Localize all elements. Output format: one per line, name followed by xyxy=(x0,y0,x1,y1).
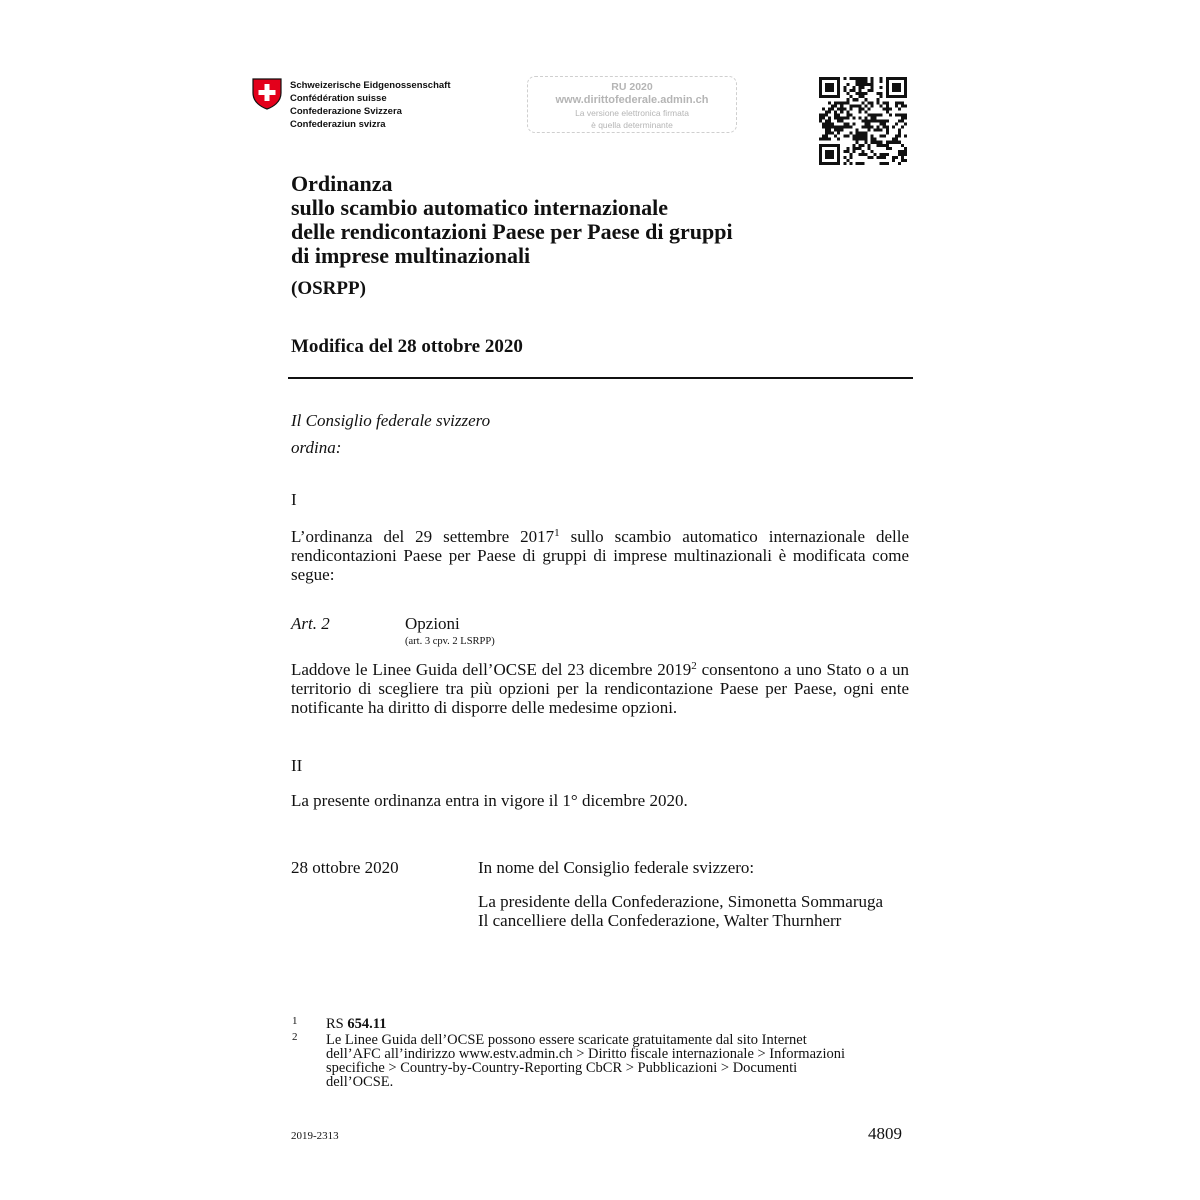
footnote-2 xyxy=(326,1033,916,1089)
section2-paragraph: La presente ordinanza entra in vigore il 1° dicembre 2020. xyxy=(291,791,688,810)
article-paragraph xyxy=(291,660,909,717)
footnote-1 xyxy=(326,1017,916,1031)
document-title xyxy=(291,172,733,268)
signature-president: La presidente della Confederazione, Simonetta Sommaruga xyxy=(478,892,884,911)
confederation-names xyxy=(290,79,451,131)
article-number: Art. 2 xyxy=(291,614,330,633)
section1-text-start: L’ordinanza del 29 settembre 2017 xyxy=(291,527,555,546)
confed-name-it: Confederazione Svizzera xyxy=(290,106,402,117)
footnote-2-line: dell’AFC all’indirizzo www.estv.admin.ch > Diritto fiscale internazionale > Informazioni xyxy=(326,1046,845,1062)
article-text-end: consentono a uno Stato o a un territorio di scegliere tra più opzioni per la rendicontazione Paese per Paese, ogni ente notificante ha diritto di disporre delle medesime opzioni. xyxy=(291,660,909,717)
title-divider xyxy=(288,377,913,379)
confed-name-rm: Confederaziun svizra xyxy=(290,119,386,130)
stamp-ru-number: RU 2020 xyxy=(611,81,653,93)
footnote-ref-1[interactable]: 1 xyxy=(554,527,560,539)
amendment-date-heading: Modifica del 28 ottobre 2020 xyxy=(291,336,523,357)
footnote-2-line: specifiche > Country-by-Country-Reporting CbCR > Pubblicazioni > Documenti xyxy=(326,1060,798,1076)
signature-date: 28 ottobre 2020 xyxy=(291,858,399,877)
preamble-ordains: ordina: xyxy=(291,438,342,457)
title-line: di imprese multinazionali xyxy=(291,243,531,268)
title-line: sullo scambio automatico internazionale xyxy=(291,195,669,220)
page-number: 4809 xyxy=(868,1124,902,1143)
footnote-number-1: 1 xyxy=(292,1015,298,1027)
stamp-note-1: La versione elettronica firmata xyxy=(575,108,689,118)
official-publication-stamp xyxy=(527,76,737,133)
preamble xyxy=(291,407,490,461)
title-abbreviation: (OSRPP) xyxy=(291,278,366,299)
title-line: Ordinanza xyxy=(291,171,393,196)
section-numeral-2: II xyxy=(291,756,303,775)
stamp-url[interactable]: www.dirittofederale.admin.ch xyxy=(555,94,709,106)
section1-paragraph xyxy=(291,527,909,584)
footnote-number-2: 2 xyxy=(292,1031,298,1043)
preamble-authority: Il Consiglio federale svizzero xyxy=(291,411,491,430)
confed-name-fr: Confédération suisse xyxy=(290,93,387,104)
article-title: Opzioni xyxy=(405,614,460,633)
footnote-2-line: Le Linee Guida dell’OCSE possono essere scaricate gratuitamente dal sito Internet xyxy=(326,1032,807,1048)
swiss-cross-shield-icon xyxy=(252,78,282,110)
document-id: 2019-2313 xyxy=(291,1130,339,1142)
footnote-1-reference: 654.11 xyxy=(347,1016,387,1032)
article-reference: (art. 3 cpv. 2 LSRPP) xyxy=(405,636,495,647)
article-text-start: Laddove le Linee Guida dell’OCSE del 23 dicembre 2019 xyxy=(291,660,692,679)
title-line: delle rendicontazioni Paese per Paese di gruppi xyxy=(291,219,733,244)
qr-code-icon[interactable] xyxy=(819,77,907,165)
section-numeral-1: I xyxy=(291,490,297,509)
stamp-note-2: è quella determinante xyxy=(591,120,673,130)
signature-chancellor: Il cancelliere della Confederazione, Walter Thurnherr xyxy=(478,911,842,930)
footnote-1-prefix: RS xyxy=(326,1016,348,1032)
footnote-2-line: dell’OCSE. xyxy=(326,1074,394,1090)
signature-on-behalf: In nome del Consiglio federale svizzero: xyxy=(478,858,755,877)
section1-text-end: sullo scambio automatico internazionale delle rendicontazioni Paese per Paese di gruppi di imprese multinazionali è modificata come segue: xyxy=(291,527,909,584)
footnote-ref-2[interactable]: 2 xyxy=(691,660,697,672)
confed-name-de: Schweizerische Eidgenossenschaft xyxy=(290,80,451,91)
